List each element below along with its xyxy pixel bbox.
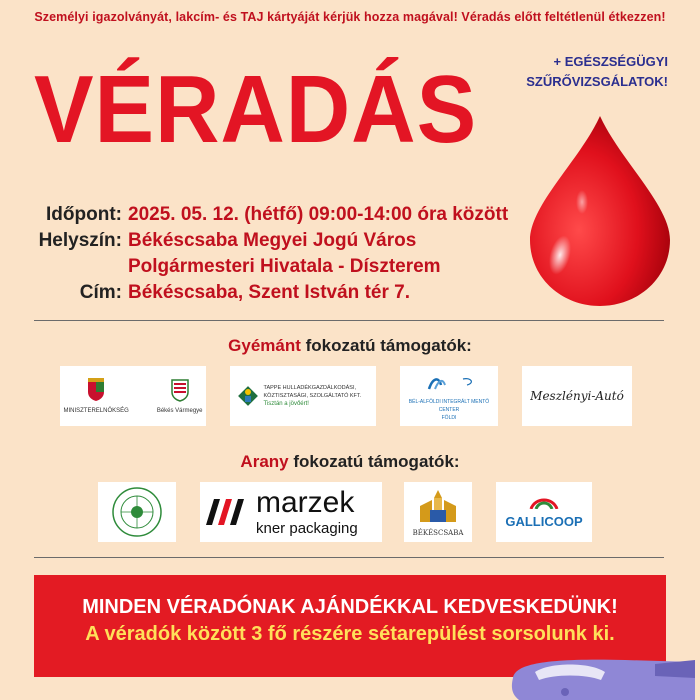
tappe-icon	[237, 385, 259, 407]
address-value: Békéscsaba, Szent István tér 7.	[128, 282, 410, 303]
logo-sub: FÖLDI	[441, 414, 457, 421]
place-value-2: Polgármesteri Hivatala - Díszterem	[128, 256, 441, 277]
banner-line-1: MINDEN VÉRADÓNAK AJÁNDÉKKAL KEDVESKEDÜNK!	[82, 596, 618, 618]
blood-drop-icon	[520, 110, 680, 310]
place-value-1: Békéscsaba Megyei Jogú Város	[128, 230, 417, 251]
logo-label: marzek	[256, 486, 355, 519]
logo-sub: kner packaging	[256, 520, 358, 537]
logo-label: TAPPE HULLADÉKGAZDÁLKODÁSI, KÖZTISZTASÁGI, SZOLGÁLTATÓ KFT.	[263, 385, 362, 399]
address-row	[34, 280, 508, 306]
logo-label: BÉL-ALFÖLDI INTEGRÁLT MENTŐ CENTER	[408, 398, 490, 413]
extra-line-1: + EGÉSZSÉGÜGYI	[553, 54, 668, 69]
top-notice: Személyi igazolványát, lakcím- és TAJ kártyáját kérjük hozza magával! Véradás előtt feltétlenül étkezzen!	[34, 10, 666, 24]
church-icon	[416, 488, 460, 524]
sponsor-logo-meszlenyi	[522, 366, 632, 426]
extra-services	[526, 52, 668, 92]
chamber-seal-icon	[110, 485, 164, 539]
extra-line-2: SZŰRŐVIZSGÁLATOK!	[526, 74, 668, 89]
address-label: Cím:	[79, 282, 122, 303]
sponsor-logo-gallicoop	[496, 482, 592, 542]
sponsor-logo-mentokozpont	[400, 366, 498, 426]
place-label: Helyszín:	[38, 230, 122, 251]
sponsor-logo-tappe	[230, 366, 376, 426]
logo-label: Meszlényi-Autó	[530, 389, 624, 403]
place-row	[34, 228, 508, 254]
sponsor-logo-bekescsaba	[404, 482, 472, 542]
sponsor-logo-marzek	[200, 482, 382, 542]
logo-sub: Tisztán a jövőért!	[263, 401, 309, 407]
gold-sponsors-title: Arany fokozatú támogatók:	[240, 452, 460, 471]
diamond-sponsors-title: Gyémánt fokozatú támogatók:	[228, 336, 472, 355]
banner-line-2: A véradók között 3 fő részére sétarepülést sorsolunk ki.	[85, 623, 615, 645]
marzek-mark-icon	[204, 497, 248, 527]
coat-of-arms-icon	[87, 378, 105, 402]
gallicoop-arc-icon	[527, 495, 561, 509]
place-row-2	[34, 254, 508, 280]
time-row	[34, 202, 508, 228]
sponsor-logo-miniszterelnokseg	[60, 366, 206, 426]
airplane-icon	[505, 658, 700, 700]
county-crest-icon	[171, 378, 189, 402]
logo-label: MINISZTERELNÖKSÉG	[63, 407, 129, 414]
event-info	[34, 202, 508, 306]
time-value: 2025. 05. 12. (hétfő) 09:00-14:00 óra között	[128, 204, 509, 225]
logo-label-2: Békés Vármegye	[156, 407, 203, 414]
time-label: Időpont:	[46, 204, 122, 225]
divider	[34, 557, 664, 558]
divider	[34, 320, 664, 321]
sponsor-logo-kamara	[98, 482, 176, 542]
logo-label: GALLICOOP	[505, 514, 583, 529]
wave-logo-icon	[419, 371, 479, 393]
logo-label: BÉKÉSCSABA	[412, 528, 464, 537]
main-title: VÉRADÁS	[34, 56, 478, 163]
